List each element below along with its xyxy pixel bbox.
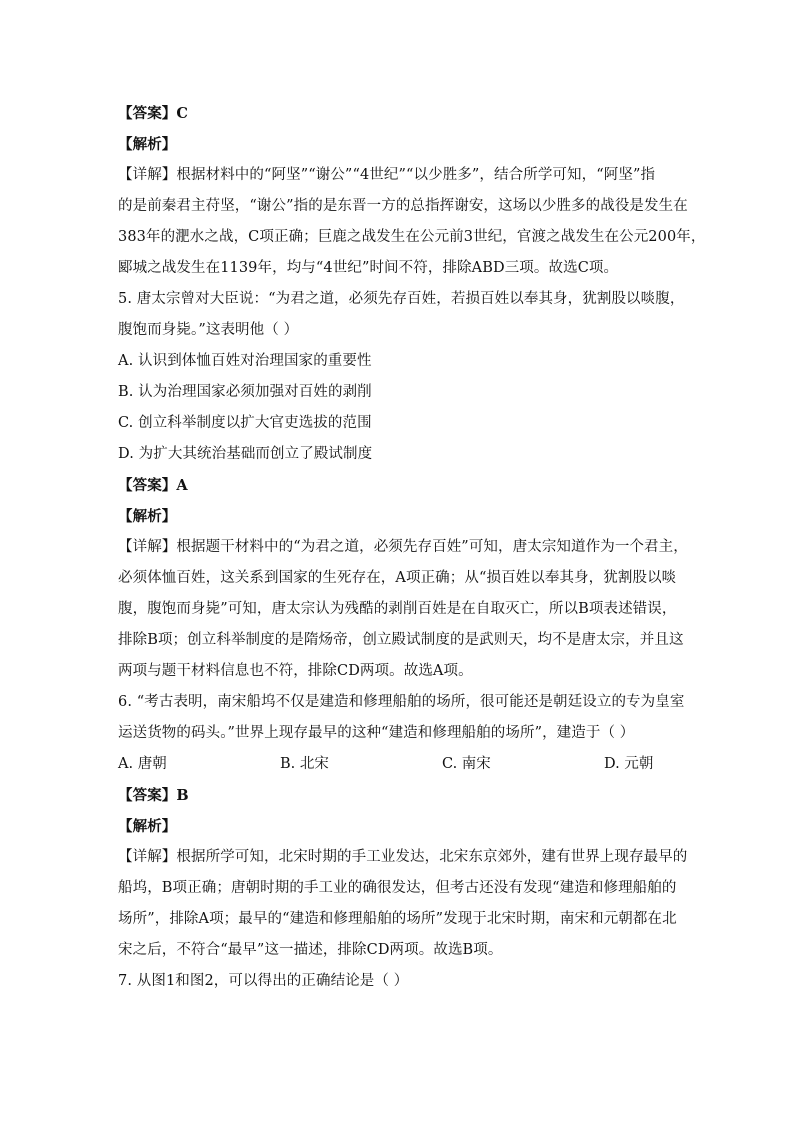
q5-detail-line: 腹，腹饱而身毙”可知，唐太宗认为残酷的剥削百姓是在自取灭亡，所以B项表述错误， [118,601,677,617]
q6-answer: 【答案】B [118,787,189,804]
q5-answer: 【答案】A [118,477,188,494]
q5-detail-line: 排除B项；创立科举制度的是隋炀帝，创立殿试制度的是武则天，均不是唐太宗，并且这 [118,632,684,648]
q6-option-a: A. 唐朝 [118,756,167,772]
q6-option-d: D. 元朝 [604,756,654,772]
q6-detail-line: 场所”，排除A项；最早的“建造和修理船舶的场所”发现于北宋时期，南宋和元朝都在北 [118,911,677,927]
q5-detail-line: 【详解】根据题干材料中的“为君之道，必须先存百姓”可知，唐太宗知道作为一个君主， [118,539,688,555]
q5-option-a: A. 认识到体恤百姓对治理国家的重要性 [118,353,372,369]
q6-option-b: B. 北宋 [280,756,329,772]
q5-option-d: D. 为扩大其统治基础而创立了殿试制度 [118,446,373,462]
q4-answer: 【答案】C [118,105,189,122]
document-page [118,98,706,997]
q5-detail-line: 两项与题干材料信息也不符，排除CD两项。故选A项。 [118,663,473,679]
q5-option-c: C. 创立科举制度以扩大官吏选拔的范围 [118,415,372,431]
q6-stem-line: 运送货物的码头。”世界上现存最早的这种“建造和修理船舶的场所”，建造于（ ） [118,725,635,741]
q4-detail-line: 的是前秦君主苻坚，“谢公”指的是东晋一方的总指挥谢安，这场以少胜多的战役是发生在 [118,198,688,214]
q6-options-row [118,749,684,780]
q6-detail-line: 【详解】根据所学可知，北宋时期的手工业发达，北宋东京郊外，建有世界上现存最早的 [118,849,688,865]
q6-analysis-title: 【解析】 [118,818,177,835]
q4-detail-line: 383年的淝水之战，C项正确；巨鹿之战发生在公元前3世纪，官渡之战发生在公元200年， [118,229,706,245]
q4-detail-line: 【详解】根据材料中的“阿坚”“谢公”“4世纪”“以少胜多”，结合所学可知，“阿坚”指 [118,167,656,183]
q6-detail-line: 宋之后，不符合“最早”这一描述，排除CD两项。故选B项。 [118,942,503,958]
q7-stem: 7. 从图1和图2，可以得出的正确结论是（ ） [118,973,409,989]
q5-analysis-title: 【解析】 [118,508,177,525]
q4-analysis-title: 【解析】 [118,136,177,153]
q4-detail-line: 郾城之战发生在1139年，均与“4世纪”时间不符，排除ABD三项。故选C项。 [118,260,619,276]
q6-stem-line: 6. “考古表明，南宋船坞不仅是建造和修理船舶的场所，很可能还是朝廷设立的专为皇室 [118,694,685,710]
q6-option-c: C. 南宋 [442,756,491,772]
q5-stem-line: 5. 唐太宗曾对大臣说：“为君之道，必须先存百姓，若损百姓以奉其身，犹割股以啖腹， [118,291,685,307]
q6-detail-line: 船坞，B项正确；唐朝时期的手工业的确很发达，但考古还没有发现“建造和修理船舶的 [118,880,677,896]
q5-option-b: B. 认为治理国家必须加强对百姓的剥削 [118,384,372,400]
q5-stem-line: 腹饱而身毙。”这表明他（ ） [118,322,299,338]
q5-detail-line: 必须体恤百姓，这关系到国家的生死存在，A项正确；从“损百姓以奉其身，犹割股以啖 [118,570,677,586]
